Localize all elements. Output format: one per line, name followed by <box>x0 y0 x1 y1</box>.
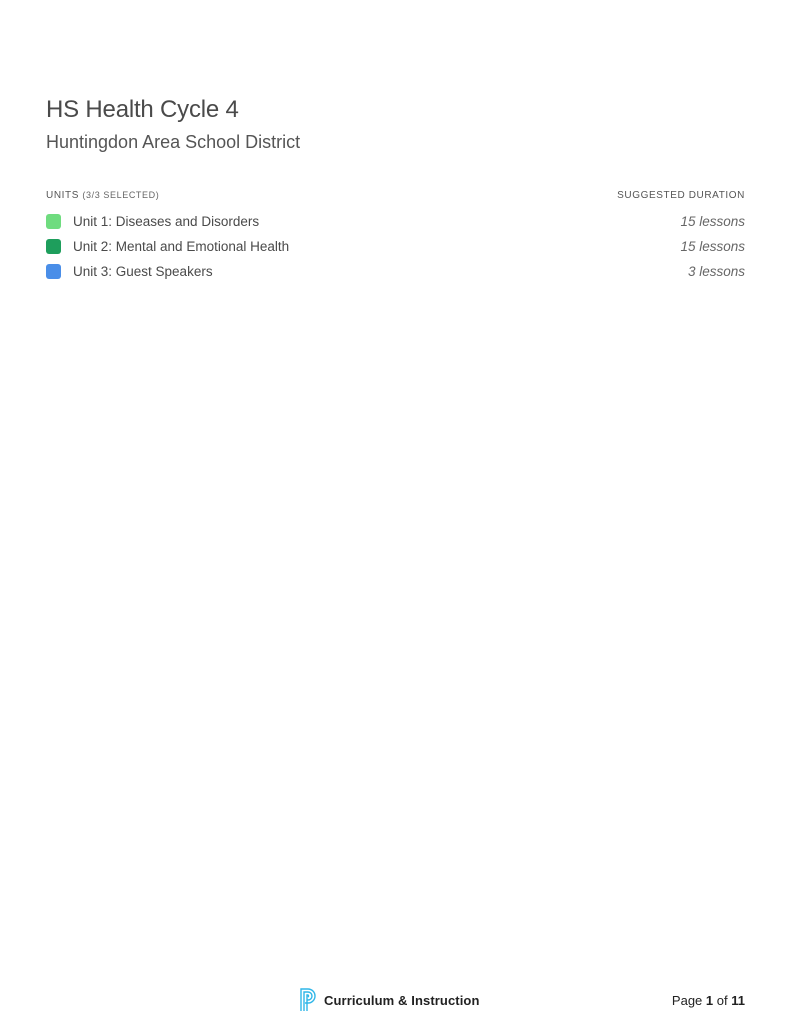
duration-header: SUGGESTED DURATION <box>617 190 745 201</box>
unit-color-swatch-1 <box>46 214 61 229</box>
brand <box>299 988 480 1012</box>
page-number <box>672 993 745 1008</box>
unit-duration: 15 lessons <box>680 239 745 254</box>
unit-color-swatch-3 <box>46 264 61 279</box>
document-title: HS Health Cycle 4 <box>46 96 239 123</box>
unit-duration: 3 lessons <box>687 264 745 279</box>
unit-row-3 <box>46 259 745 284</box>
district-name: Huntingdon Area School District <box>46 132 301 152</box>
page-current: 1 <box>705 993 714 1008</box>
unit-row-2 <box>46 234 745 259</box>
units-selected-count: (3/3 SELECTED) <box>82 190 160 200</box>
unit-list <box>46 209 745 284</box>
page-total: 11 <box>731 993 745 1008</box>
page-of: of <box>716 993 728 1008</box>
brand-name: Curriculum & Instruction <box>324 992 480 1008</box>
unit-name: Unit 2: Mental and Emotional Health <box>73 239 290 254</box>
powerschool-p-logo-icon <box>299 988 319 1012</box>
unit-row-1 <box>46 209 745 234</box>
unit-color-swatch-2 <box>46 239 61 254</box>
units-header-left <box>46 190 159 201</box>
unit-name: Unit 3: Guest Speakers <box>73 264 213 279</box>
page-footer <box>0 986 791 1016</box>
unit-duration: 15 lessons <box>680 214 745 229</box>
page-label: Page <box>671 993 703 1008</box>
unit-name: Unit 1: Diseases and Disorders <box>73 214 260 229</box>
units-header <box>46 190 745 201</box>
units-label: UNITS <box>46 190 79 201</box>
